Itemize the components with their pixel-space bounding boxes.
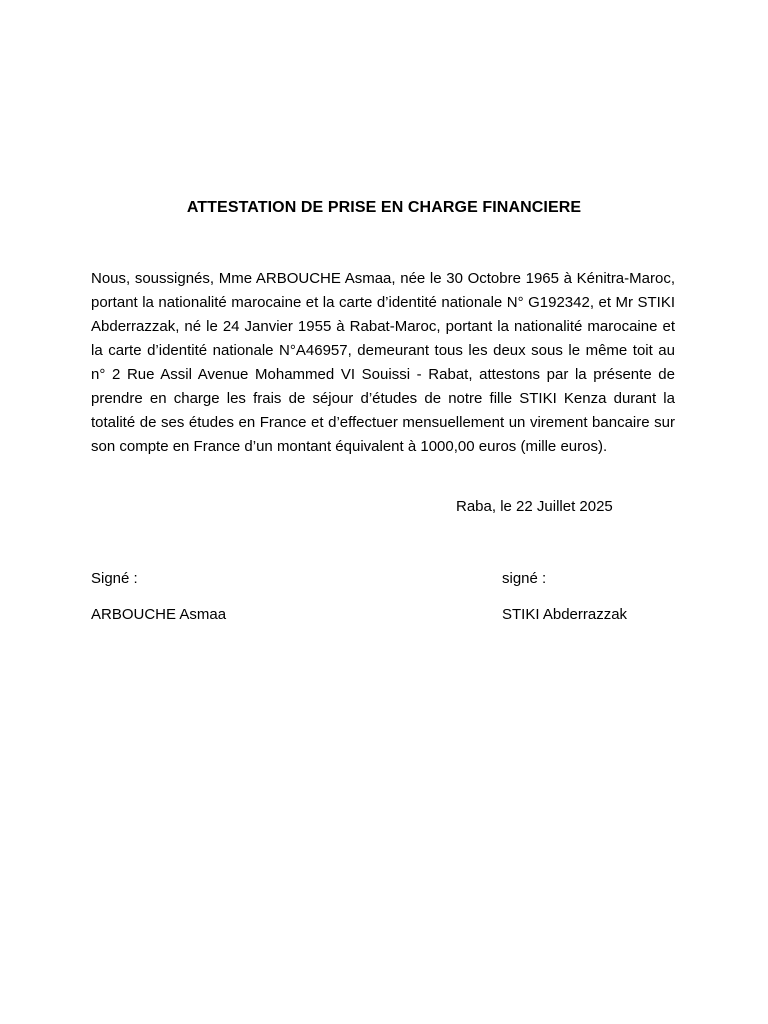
signature-left-label: Signé : (91, 570, 138, 587)
place-date: Raba, le 22 Juillet 2025 (456, 498, 613, 515)
signatory-right-name: STIKI Abderrazzak (502, 606, 628, 623)
signatory-left-name: ARBOUCHE Asmaa (91, 606, 227, 623)
attestation-body: Nous, soussignés, Mme ARBOUCHE Asmaa, née le 30 Octobre 1965 à Kénitra-Maroc, portant la nationalité marocaine et la carte d’identité nationale N° G192342, et Mr STIKI Abderrazzak, né le 24 Janvier 1955 à Rabat-Maroc, portant la nationalité marocaine et la carte d’identité nationale N°A46957, demeurant tous les deux sous le même toit au n° 2 Rue Assil Avenue Mohammed VI Souissi - Rabat, attestons par la présente de prendre en charge les frais de séjour d’études de notre fille STIKI Kenza durant la totalité de ses études en France et d’effectuer mensuellement un virement bancaire sur son compte en France d’un montant équivalent à 1000,00 euros (mille euros). (91, 270, 675, 455)
document-title: ATTESTATION DE PRISE EN CHARGE FINANCIERE (186, 199, 582, 216)
signature-right-label: signé : (502, 570, 547, 587)
